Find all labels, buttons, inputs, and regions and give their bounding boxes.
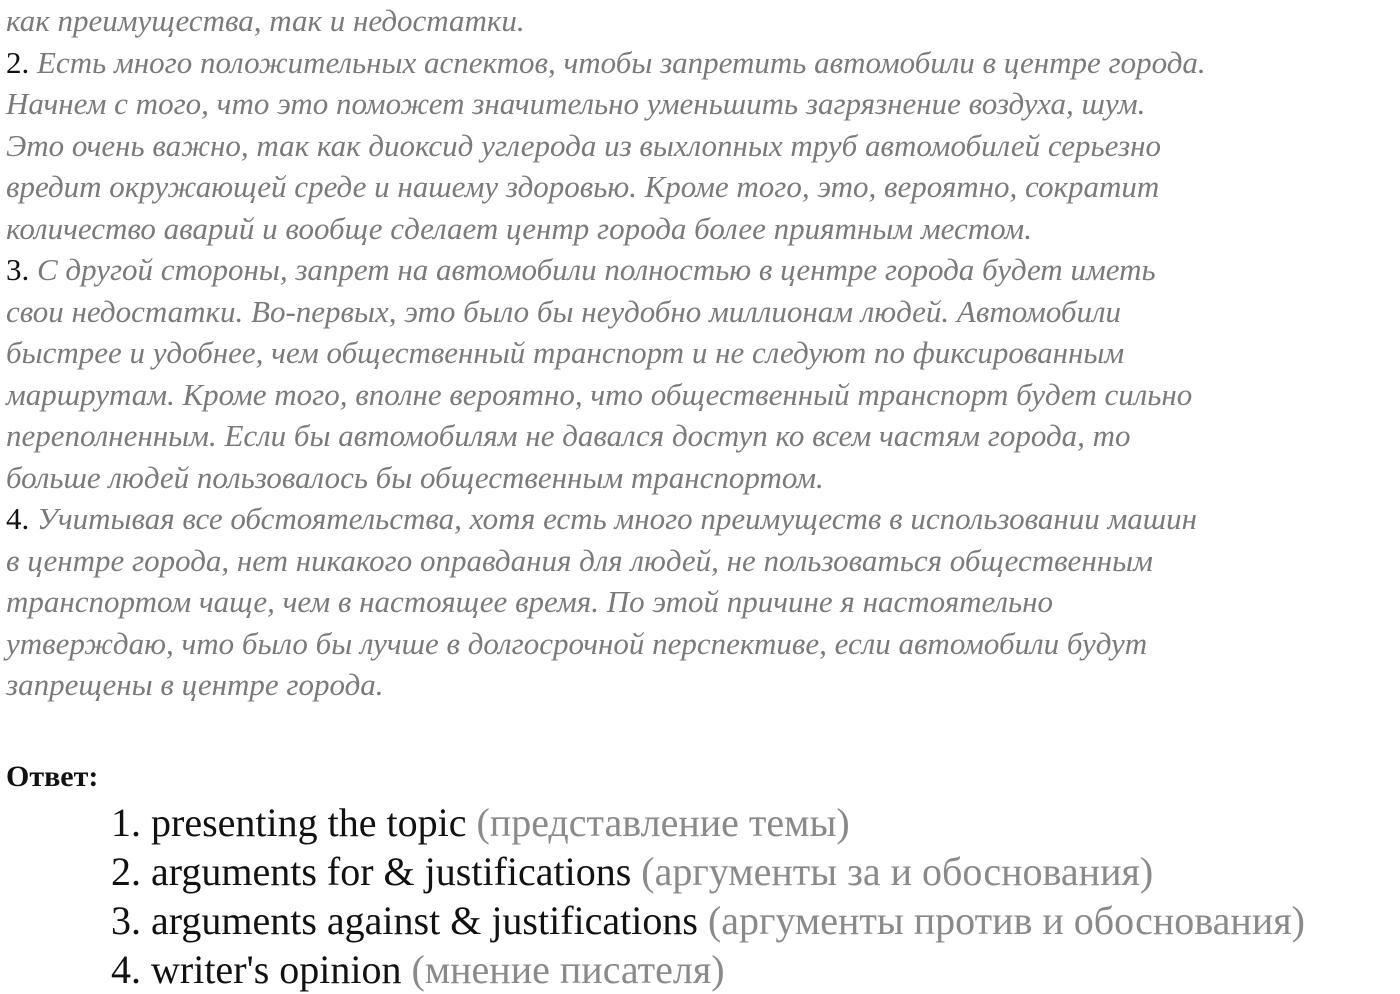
essay-text bbox=[6, 0, 1400, 706]
essay-line-text: больше людей пользовалось бы общественным транспортом. bbox=[6, 459, 824, 495]
answer-item-number: 4. bbox=[111, 946, 141, 992]
essay-line bbox=[6, 415, 1400, 457]
essay-line-text: количество аварий и вообще сделает центр города более приятным местом. bbox=[6, 210, 1032, 246]
answer-item-translation: (представление темы) bbox=[476, 799, 850, 845]
essay-line bbox=[6, 83, 1400, 125]
essay-line bbox=[6, 332, 1400, 374]
essay-line-text: свои недостатки. Во-первых, это было бы неудобно миллионам людей. Автомобили bbox=[6, 293, 1122, 329]
essay-line bbox=[6, 581, 1400, 623]
essay-line-text: вредит окружающей среде и нашему здоровью. Кроме того, это, вероятно, сократит bbox=[6, 169, 1160, 204]
essay-line-text: С другой стороны, запрет на автомобили полностью в центре города будет иметь bbox=[37, 252, 1156, 287]
paragraph-number: 3. bbox=[6, 252, 30, 287]
essay-line bbox=[6, 249, 1400, 291]
answer-item-translation: (мнение писателя) bbox=[411, 946, 725, 992]
answer-item bbox=[111, 847, 1400, 896]
document bbox=[6, 0, 1400, 994]
essay-line bbox=[6, 498, 1400, 540]
answer-item bbox=[111, 945, 1400, 994]
essay-line-text: быстрее и удобнее, чем общественный транспорт и не следуют по фиксированным bbox=[6, 335, 1125, 370]
answer-item-number: 3. bbox=[111, 897, 141, 943]
essay-line-text: в центре города, нет никакого оправдания для людей, не пользоваться общественным bbox=[6, 542, 1153, 578]
essay-line bbox=[6, 664, 1400, 706]
answer-item-number: 2. bbox=[111, 848, 141, 894]
essay-line bbox=[6, 208, 1400, 250]
paragraph-number: 2. bbox=[6, 44, 30, 80]
answer-item-english: arguments against & justifications bbox=[151, 897, 698, 943]
essay-line-text: Это очень важно, так как диоксид углерода из выхлопных труб автомобилей серьезно bbox=[6, 127, 1161, 163]
essay-line-text: переполненным. Если бы автомобилям не давался доступ ко всем частям города, то bbox=[6, 418, 1131, 453]
essay-line-text: Учитывая все обстоятельства, хотя есть много преимуществ в использовании машин bbox=[37, 501, 1198, 536]
essay-line bbox=[6, 457, 1400, 499]
answer-item-english: writer's opinion bbox=[151, 946, 402, 992]
answer-list bbox=[6, 798, 1400, 994]
essay-line bbox=[6, 42, 1400, 84]
essay-line-text: как преимущества, так и недостатки. bbox=[6, 3, 525, 38]
answer-heading: Ответ: bbox=[6, 759, 99, 793]
essay-line bbox=[6, 166, 1400, 208]
answer-item bbox=[111, 896, 1400, 945]
essay-line-text: Начнем с того, что это поможет значительно уменьшить загрязнение воздуха, шум. bbox=[6, 86, 1146, 121]
essay-line bbox=[6, 540, 1400, 582]
essay-line-text: транспортом чаще, чем в настоящее время. По этой причине я настоятельно bbox=[6, 584, 1053, 619]
essay-line bbox=[6, 0, 1400, 42]
paragraph-number: 4. bbox=[6, 501, 30, 536]
essay-line bbox=[6, 125, 1400, 167]
answer-item bbox=[111, 798, 1400, 847]
essay-line bbox=[6, 374, 1400, 416]
essay-line-text: запрещены в центре города. bbox=[6, 667, 384, 702]
answer-item-translation: (аргументы за и обоснования) bbox=[641, 848, 1154, 894]
essay-line-text: утверждаю, что было бы лучше в долгосрочной перспективе, если автомобили будут bbox=[6, 625, 1148, 661]
essay-line-text: Есть много положительных аспектов, чтобы запретить автомобили в центре города. bbox=[37, 44, 1206, 80]
answer-item-translation: (аргументы против и обоснования) bbox=[707, 897, 1305, 943]
answer-item-number: 1. bbox=[111, 799, 141, 845]
essay-line bbox=[6, 623, 1400, 665]
answer-item-english: presenting the topic bbox=[151, 799, 467, 845]
essay-line-text: маршрутам. Кроме того, вполне вероятно, что общественный транспорт будет сильно bbox=[6, 376, 1193, 412]
essay-line bbox=[6, 291, 1400, 333]
answer-item-english: arguments for & justifications bbox=[151, 848, 632, 894]
